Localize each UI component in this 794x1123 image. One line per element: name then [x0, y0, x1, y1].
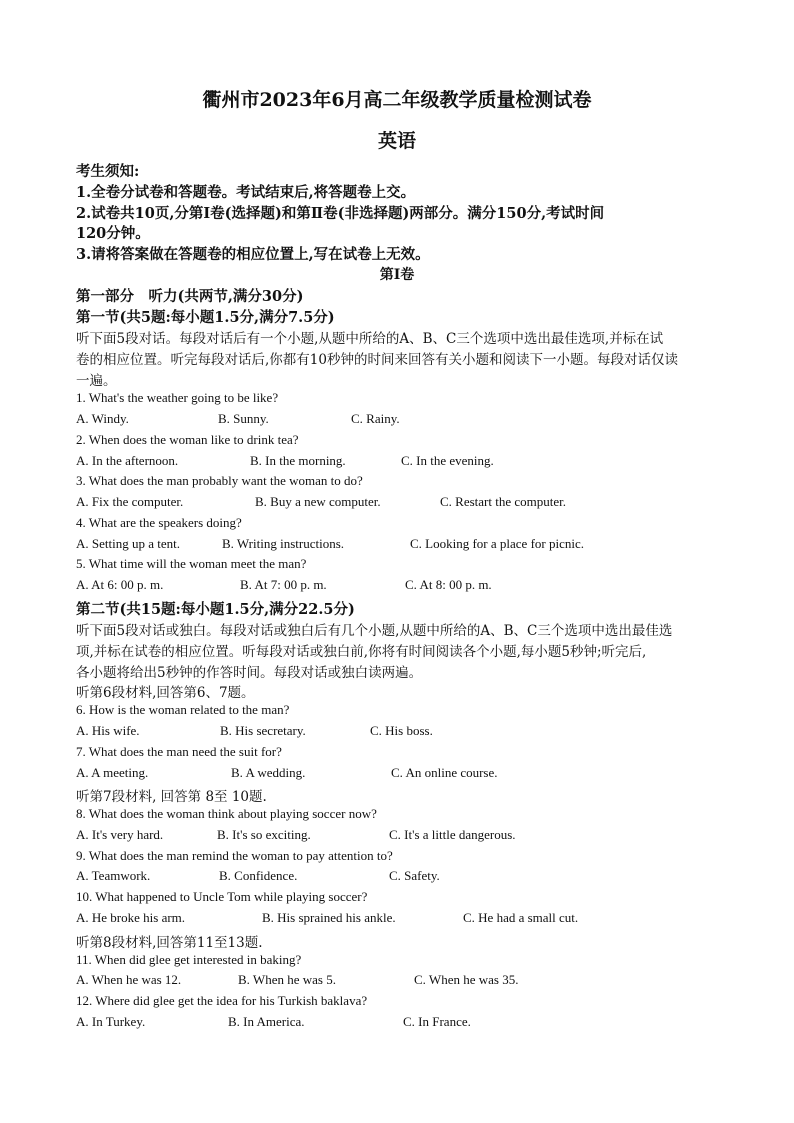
material-6-note: 听第6段材料,回答第6、7题。: [76, 685, 255, 701]
option-b: B. Confidence.: [219, 868, 298, 883]
notice-item-2-cont: 120分钟。: [76, 225, 150, 242]
notice-item-1: 1.全卷分试卷和答题卷。考试结束后,将答题卷上交。: [76, 184, 416, 201]
material-8-note: 听第8段材料,回答第11至13题.: [76, 935, 263, 951]
section2-heading: 第二节(共15题:每小题1.5分,满分22.5分): [76, 601, 355, 618]
option-a: A. In Turkey.: [76, 1014, 146, 1029]
question-stem: 12. Where did glee get the idea for his Turkish baklava?: [76, 993, 368, 1008]
option-a: A. It's very hard.: [76, 827, 164, 842]
option-c: C. When he was 35.: [414, 972, 519, 987]
question-stem: 2. When does the woman like to drink tea?: [76, 432, 299, 447]
question-stem: 5. What time will the woman meet the man?: [76, 556, 307, 571]
notice-item-3: 3.请将答案做在答题卷的相应位置上,写在试卷上无效。: [76, 246, 430, 263]
question-stem: 4. What are the speakers doing?: [76, 515, 242, 530]
question-stem: 1. What's the weather going to be like?: [76, 390, 279, 405]
option-a: A. Windy.: [76, 411, 129, 426]
option-c: C. Safety.: [389, 868, 440, 883]
exam-title: 衢州市2023年6月高二年级教学质量检测试卷: [202, 89, 592, 111]
option-b: B. It's so exciting.: [217, 827, 311, 842]
section1-instructions: 听下面5段对话。每段对话后有一个小题,从题中所给的A、B、C三个选项中选出最佳选项,并标在试: [76, 331, 664, 347]
option-c: C. At 8: 00 p. m.: [405, 577, 492, 592]
notice-item-2: 2.试卷共10页,分第I卷(选择题)和第Ⅱ卷(非选择题)两部分。满分150分,考试时间: [76, 205, 605, 222]
option-c: C. Restart the computer.: [440, 494, 567, 509]
question-stem: 10. What happened to Uncle Tom while playing soccer?: [76, 889, 368, 904]
option-a: A. Fix the computer.: [76, 494, 184, 509]
question-stem: 9. What does the man remind the woman to pay attention to?: [76, 848, 393, 863]
option-b: B. His secretary.: [220, 723, 306, 738]
option-b: B. Writing instructions.: [222, 536, 345, 551]
material-7-note: 听第7段材料, 回答第 8至 10题.: [76, 789, 267, 805]
question-stem: 11. When did glee get interested in baking?: [76, 952, 302, 967]
option-b: B. At 7: 00 p. m.: [240, 577, 327, 592]
option-c: C. His boss.: [370, 723, 433, 738]
option-b: B. Buy a new computer.: [255, 494, 381, 509]
option-b: B. In America.: [228, 1014, 305, 1029]
option-a: A. A meeting.: [76, 765, 149, 780]
subject-title: 英语: [377, 130, 416, 152]
option-c: C. He had a small cut.: [463, 910, 579, 925]
option-a: A. He broke his arm.: [76, 910, 186, 925]
section2-instructions-3: 各小题将给出5秒钟的作答时间。每段对话或独白读两遍。: [76, 665, 423, 681]
option-c: C. Rainy.: [351, 411, 400, 426]
option-a: A. His wife.: [76, 723, 140, 738]
question-stem: 6. How is the woman related to the man?: [76, 702, 290, 717]
option-c: C. It's a little dangerous.: [389, 827, 516, 842]
section2-instructions-2: 项,并标在试卷的相应位置。听每段对话或独白前,你将有时间阅读各个小题,每小题5秒钟;听完后,: [76, 644, 647, 660]
section2-instructions: 听下面5段对话或独白。每段对话或独白后有几个小题,从题中所给的A、B、C三个选项中选出最佳选: [76, 623, 673, 639]
question-stem: 7. What does the man need the suit for?: [76, 744, 282, 759]
question-stem: 8. What does the woman think about playing soccer now?: [76, 806, 377, 821]
option-b: B. Sunny.: [218, 411, 269, 426]
option-a: A. In the afternoon.: [76, 453, 179, 468]
question-stem: 3. What does the man probably want the woman to do?: [76, 473, 363, 488]
option-b: B. His sprained his ankle.: [262, 910, 396, 925]
volume-heading: 第I卷: [379, 267, 415, 283]
option-c: C. In the evening.: [401, 453, 494, 468]
option-a: A. When he was 12.: [76, 972, 182, 987]
section1-instructions-3: 一遍。: [76, 373, 117, 389]
part1-heading: 第一部分 听力(共两节,满分30分): [76, 288, 304, 305]
option-a: A. Setting up a tent.: [76, 536, 180, 551]
option-a: A. Teamwork.: [76, 868, 151, 883]
section1-heading: 第一节(共5题:每小题1.5分,满分7.5分): [76, 309, 335, 326]
notice-heading: 考生须知:: [76, 163, 140, 180]
option-c: C. An online course.: [391, 765, 498, 780]
section1-instructions-2: 卷的相应位置。听完每段对话后,你都有10秒钟的时间来回答有关小题和阅读下一小题。每段对话仅读: [76, 352, 678, 368]
option-b: B. A wedding.: [231, 765, 306, 780]
option-b: B. When he was 5.: [238, 972, 336, 987]
option-c: C. Looking for a place for picnic.: [410, 536, 584, 551]
option-a: A. At 6: 00 p. m.: [76, 577, 164, 592]
option-b: B. In the morning.: [250, 453, 346, 468]
option-c: C. In France.: [403, 1014, 471, 1029]
